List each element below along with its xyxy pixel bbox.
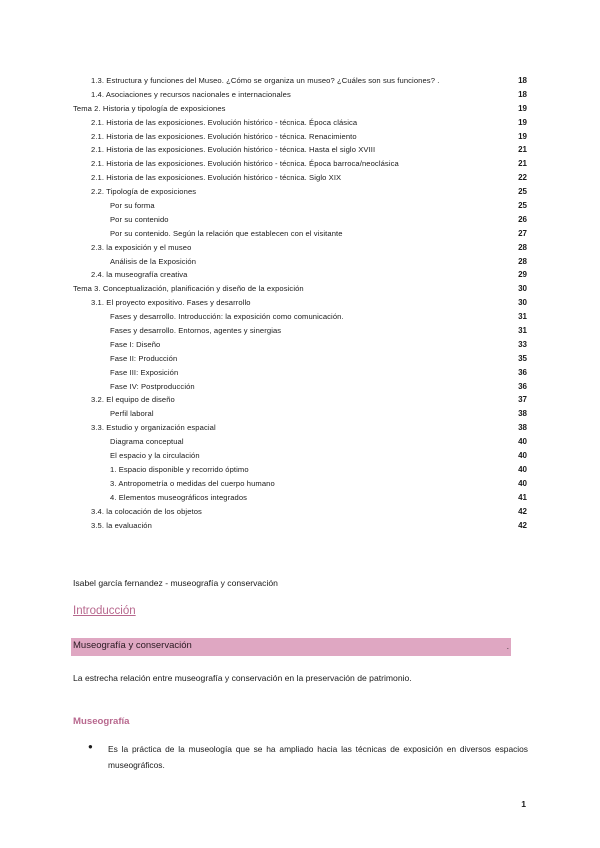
toc-entry-page: 42	[518, 520, 527, 530]
intro-heading-link[interactable]: Introducción	[73, 605, 136, 617]
toc-entry-title: Perfil laboral	[110, 409, 154, 419]
toc-entry[interactable]	[0, 435, 600, 449]
lead-paragraph: La estrecha relación entre museografía y conservación en la preservación de patrimonio.	[73, 673, 412, 683]
toc-entry[interactable]	[0, 130, 600, 144]
toc-entry-page: 38	[518, 409, 527, 419]
toc-entry[interactable]	[0, 505, 600, 519]
toc-entry-title: 2.2. Tipología de exposiciones	[91, 187, 197, 197]
toc-entry-title: Fase II: Producción	[110, 353, 178, 363]
toc-entry-title: 2.1. Historia de las exposiciones. Evolución histórico - técnica. Siglo XIX	[91, 173, 342, 183]
toc-entry-page: 36	[518, 381, 527, 391]
toc-entry-title: Por su contenido	[110, 214, 169, 224]
toc-entry-page: 36	[518, 367, 527, 377]
section-band	[71, 638, 511, 656]
toc-entry-page: 42	[518, 506, 527, 516]
toc-entry-title: 3.4. la colocación de los objetos	[91, 506, 202, 516]
toc-entry[interactable]	[0, 421, 600, 435]
toc-entry-page: 41	[518, 492, 527, 502]
toc-entry[interactable]	[0, 241, 600, 255]
toc-entry[interactable]	[0, 157, 600, 171]
toc-entry[interactable]	[0, 102, 600, 116]
toc-entry-page: 40	[518, 437, 527, 447]
toc-entry-title: 2.4. la museografía creativa	[91, 270, 188, 280]
toc-entry[interactable]	[0, 366, 600, 380]
toc-entry-page: 19	[518, 131, 527, 141]
toc-entry-title: Por su forma	[110, 201, 155, 211]
toc-entry[interactable]	[0, 116, 600, 130]
toc-entry-title: 3.3. Estudio y organización espacial	[91, 423, 216, 433]
toc-entry-title: 2.1. Historia de las exposiciones. Evolución histórico - técnica. Época clásica	[91, 117, 358, 127]
toc-entry-title: 2.3. la exposición y el museo	[91, 242, 192, 252]
toc-entry-page: 40	[518, 464, 527, 474]
toc-entry[interactable]	[0, 143, 600, 157]
toc-entry[interactable]	[0, 227, 600, 241]
toc-entry-page: 40	[518, 478, 527, 488]
toc-entry[interactable]	[0, 380, 600, 394]
toc-entry[interactable]	[0, 352, 600, 366]
toc-entry[interactable]	[0, 338, 600, 352]
toc-entry-title: Análisis de la Exposición	[110, 256, 197, 266]
toc-entry-title: 2.1. Historia de las exposiciones. Evolución histórico - técnica. Época barroca/neoclásica	[91, 159, 399, 169]
toc-entry-title: 3. Antropometría o medidas del cuerpo humano	[110, 478, 275, 488]
toc-entry-title: Fase I: Diseño	[110, 339, 161, 349]
toc-entry-page: 30	[518, 284, 527, 294]
toc-entry-page: 31	[518, 312, 527, 322]
toc-entry-page: 28	[518, 256, 527, 266]
toc-entry[interactable]	[0, 171, 600, 185]
toc-entry[interactable]	[0, 213, 600, 227]
section-band-label: Museografía y conservación	[73, 640, 192, 651]
toc-entry-page: 18	[518, 89, 527, 99]
toc-entry[interactable]	[0, 282, 600, 296]
toc-entry[interactable]	[0, 74, 600, 88]
toc-entry-page: 26	[518, 214, 527, 224]
toc-entry[interactable]	[0, 449, 600, 463]
page-number: 1	[521, 799, 526, 809]
toc-entry-page: 29	[518, 270, 527, 280]
toc-entry[interactable]	[0, 268, 600, 282]
bullet-icon: ●	[88, 742, 93, 751]
toc-entry-page: 19	[518, 117, 527, 127]
toc-entry-title: Fases y desarrollo. Entornos, agentes y sinergias	[110, 326, 282, 336]
toc-entry-page: 27	[518, 228, 527, 238]
toc-entry-title: 3.1. El proyecto expositivo. Fases y desarrollo	[91, 298, 251, 308]
toc-entry[interactable]	[0, 296, 600, 310]
toc-entry[interactable]	[0, 393, 600, 407]
subheading-museografia: Museografía	[73, 716, 130, 727]
toc-entry-page: 30	[518, 298, 527, 308]
toc-entry-title: Por su contenido. Según la relación que establecen con el visitante	[110, 228, 343, 238]
toc-entry-title: 2.1. Historia de las exposiciones. Evolución histórico - técnica. Renacimiento	[91, 131, 357, 141]
toc-entry[interactable]	[0, 310, 600, 324]
section-band-dot: .	[506, 642, 509, 651]
toc-entry-title: 3.2. El equipo de diseño	[91, 395, 175, 405]
toc-entry-title: Fase III: Exposición	[110, 367, 179, 377]
toc-entry-title: Diagrama conceptual	[110, 437, 184, 447]
toc-entry-title: Tema 3. Conceptualización, planificación y diseño de la exposición	[73, 284, 304, 294]
toc-entry[interactable]	[0, 255, 600, 269]
toc-entry-page: 37	[518, 395, 527, 405]
toc-entry-page: 19	[518, 103, 527, 113]
toc-entry-page: 38	[518, 423, 527, 433]
toc-entry-title: 2.1. Historia de las exposiciones. Evolución histórico - técnica. Hasta el siglo XVIII	[91, 145, 376, 155]
toc-entry[interactable]	[0, 407, 600, 421]
toc-entry-title: Fases y desarrollo. Introducción: la exposición como comunicación.	[110, 312, 344, 322]
toc-entry-page: 40	[518, 451, 527, 461]
toc-entry-title: 3.5. la evaluación	[91, 520, 152, 530]
toc-entry-page: 18	[518, 76, 527, 85]
toc-entry-title: 1. Espacio disponible y recorrido óptimo	[110, 464, 249, 474]
toc-entry[interactable]	[0, 324, 600, 338]
toc-entry-page: 21	[518, 159, 527, 169]
toc-entry-page: 25	[518, 187, 527, 197]
bullet-paragraph: Es la práctica de la museología que se ha ampliado hacia las técnicas de exposición en diversos espacios museográficos.	[108, 744, 528, 770]
toc-entry-page: 33	[518, 339, 527, 349]
toc-entry[interactable]	[0, 185, 600, 199]
toc-entry[interactable]	[0, 88, 600, 102]
toc-entry[interactable]	[0, 519, 600, 533]
toc-entry-page: 28	[518, 242, 527, 252]
toc-entry-title: Fase IV: Postproducción	[110, 381, 195, 391]
toc-entry-page: 25	[518, 201, 527, 211]
toc-entry-title: 1.4. Asociaciones y recursos nacionales e internacionales	[91, 89, 291, 99]
toc-entry-title: Tema 2. Historia y tipología de exposiciones	[73, 103, 226, 113]
toc-entry-page: 35	[518, 353, 527, 363]
toc-entry-page: 31	[518, 326, 527, 336]
toc-entry[interactable]	[0, 491, 600, 505]
toc-entry-title: 4. Elementos museográficos integrados	[110, 492, 248, 502]
toc-entry[interactable]	[0, 463, 600, 477]
toc-entry[interactable]	[0, 199, 600, 213]
toc-entry-title: El espacio y la circulación	[110, 451, 200, 461]
toc-entry-page: 21	[518, 145, 527, 155]
toc-entry-title: 1.3. Estructura y funciones del Museo. ¿Cómo se organiza un museo? ¿Cuáles son sus funciones? .	[91, 76, 440, 85]
toc-entry-page: 22	[518, 173, 527, 183]
table-of-contents	[0, 74, 600, 532]
author-line: Isabel garcía fernandez - museografía y conservación	[73, 578, 278, 588]
toc-entry[interactable]	[0, 477, 600, 491]
